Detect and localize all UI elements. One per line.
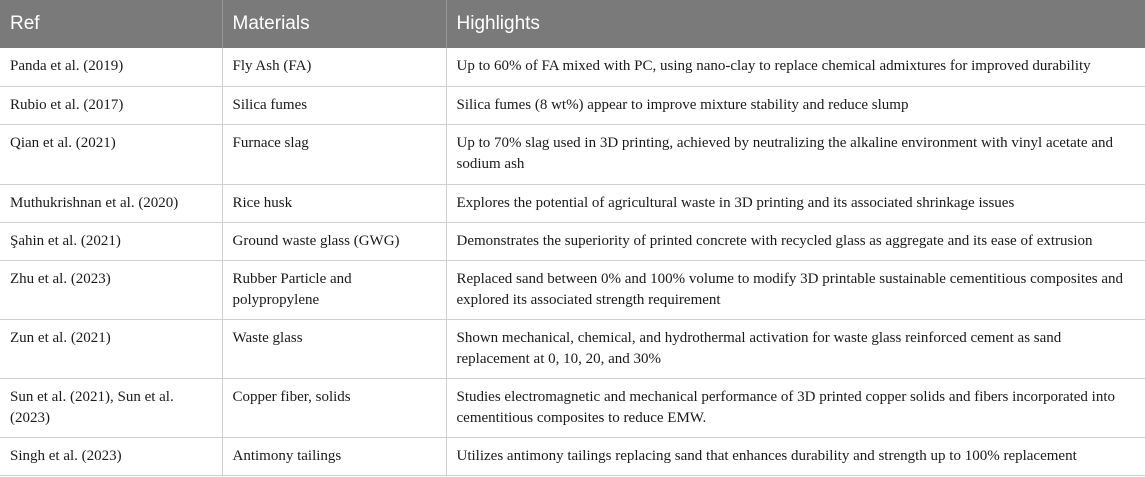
material-cell: Waste glass — [222, 319, 446, 378]
table-row — [0, 86, 1145, 124]
header-materials: Materials — [222, 0, 446, 48]
highlight-cell: Shown mechanical, chemical, and hydrothermal activation for waste glass reinforced cement as sand replacement at 0, 10, 20, and 30% — [446, 319, 1145, 378]
header-ref: Ref — [10, 13, 40, 34]
highlight-cell: Studies electromagnetic and mechanical performance of 3D printed copper solids and fibers incorporated into cementitious composites to reduce EMW. — [446, 378, 1145, 437]
highlight-cell: Up to 60% of FA mixed with PC, using nano-clay to replace chemical admixtures for improved durability — [446, 48, 1145, 86]
table-row — [0, 124, 1145, 184]
table-row — [0, 319, 1145, 378]
material-cell: Silica fumes — [222, 86, 446, 124]
highlight-cell: Utilizes antimony tailings replacing sand that enhances durability and strength up to 100% replacement — [446, 437, 1145, 475]
material-cell: Antimony tailings — [222, 437, 446, 475]
ref-cell: Zun et al. (2021) — [0, 319, 222, 378]
table-row — [0, 260, 1145, 319]
material-cell: Copper fiber, solids — [222, 378, 446, 437]
ref-cell: Şahin et al. (2021) — [0, 222, 222, 260]
ref-cell: Sun et al. (2021), Sun et al. (2023) — [0, 378, 222, 437]
ref-cell: Muthukrishnan et al. (2020) — [0, 184, 222, 222]
ref-cell: Qian et al. (2021) — [0, 124, 222, 184]
material-cell: Fly Ash (FA) — [222, 48, 446, 86]
material-cell: Furnace slag — [222, 124, 446, 184]
ref-cell: Panda et al. (2019) — [0, 48, 222, 86]
table-row — [0, 184, 1145, 222]
header-row — [0, 0, 1145, 48]
material-cell: Rubber Particle and polypropylene — [222, 260, 446, 319]
table-row — [0, 378, 1145, 437]
table-row — [0, 48, 1145, 86]
material-cell: Rice husk — [222, 184, 446, 222]
highlight-cell: Explores the potential of agricultural waste in 3D printing and its associated shrinkage issues — [446, 184, 1145, 222]
highlight-cell: Demonstrates the superiority of printed concrete with recycled glass as aggregate and its ease of extrusion — [446, 222, 1145, 260]
highlight-cell: Up to 70% slag used in 3D printing, achieved by neutralizing the alkaline environment with vinyl acetate and sodium ash — [446, 124, 1145, 184]
ref-cell: Zhu et al. (2023) — [0, 260, 222, 319]
ref-cell: Rubio et al. (2017) — [0, 86, 222, 124]
table-row — [0, 437, 1145, 475]
table-row — [0, 222, 1145, 260]
highlight-cell: Replaced sand between 0% and 100% volume to modify 3D printable sustainable cementitious composites and explored its associated strength requirement — [446, 260, 1145, 319]
header-highlights: Highlights — [446, 0, 1145, 48]
ref-cell: Singh et al. (2023) — [0, 437, 222, 475]
highlight-cell: Silica fumes (8 wt%) appear to improve mixture stability and reduce slump — [446, 86, 1145, 124]
material-cell: Ground waste glass (GWG) — [222, 222, 446, 260]
